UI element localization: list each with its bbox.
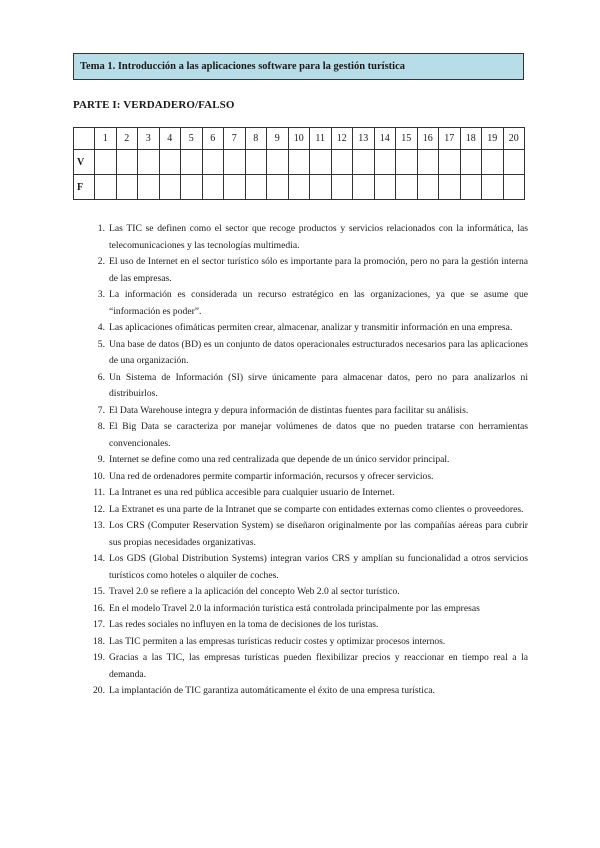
answer-cell-f[interactable] xyxy=(138,175,160,200)
question-text: El Big Data se caracteriza por manejar volúmenes de datos que no pueden tratarse con herramientas convencionales. xyxy=(109,421,528,449)
column-number: 2 xyxy=(116,128,138,150)
column-number: 18 xyxy=(460,128,482,150)
column-number: 7 xyxy=(224,128,246,150)
question-text: Las aplicaciones ofimáticas permiten crear, almacenar, analizar y transmitir información en una empresa. xyxy=(109,322,513,333)
answer-cell-f[interactable] xyxy=(267,175,289,200)
answer-cell-f[interactable] xyxy=(482,175,504,200)
answer-cell-v[interactable] xyxy=(482,150,504,175)
answer-cell-v[interactable] xyxy=(460,150,482,175)
column-number: 6 xyxy=(202,128,224,150)
topic-header xyxy=(73,53,524,80)
answer-cell-v[interactable] xyxy=(396,150,418,175)
question-item xyxy=(73,551,528,584)
column-number: 10 xyxy=(288,128,310,150)
question-text: La Intranet es una red pública accesible para cualquier usuario de Internet. xyxy=(109,487,395,498)
question-item xyxy=(73,683,528,700)
answer-cell-v[interactable] xyxy=(202,150,224,175)
question-item xyxy=(73,221,528,254)
answer-cell-f[interactable] xyxy=(396,175,418,200)
column-number: 20 xyxy=(503,128,525,150)
question-number: 2. xyxy=(97,256,105,267)
question-number: 6. xyxy=(97,371,105,383)
column-number: 14 xyxy=(374,128,396,150)
corner-cell xyxy=(74,128,95,150)
row-label-v: V xyxy=(74,150,95,175)
answer-cell-f[interactable] xyxy=(181,175,203,200)
answer-cell-f[interactable] xyxy=(310,175,332,200)
question-text: Las redes sociales no influyen en la toma de decisiones de los turistas. xyxy=(109,619,379,630)
question-number: 16. xyxy=(93,602,105,614)
row-label-f: F xyxy=(74,175,95,200)
answer-cell-v[interactable] xyxy=(503,150,525,175)
question-text: La información es considerada un recurso estratégico en las organizaciones, ya que se asume que “información es poder”. xyxy=(109,289,528,317)
answer-cell-f[interactable] xyxy=(288,175,310,200)
question-number: 12. xyxy=(93,503,105,515)
answer-cell-v[interactable] xyxy=(138,150,160,175)
section-title: PARTE I: VERDADERO/FALSO xyxy=(73,99,235,111)
question-item xyxy=(73,254,528,287)
question-text: Las TIC se definen como el sector que recoge productos y servicios relacionados con la informática, las telecomunicaciones y las tecnologías multimedia. xyxy=(109,223,528,251)
question-number: 20. xyxy=(93,685,105,696)
question-item xyxy=(73,502,528,519)
answer-grid xyxy=(73,127,525,200)
column-number: 12 xyxy=(331,128,353,150)
question-item xyxy=(73,601,528,618)
question-item xyxy=(73,634,528,651)
column-number: 19 xyxy=(482,128,504,150)
column-number: 8 xyxy=(245,128,267,150)
question-item xyxy=(73,287,528,320)
answer-cell-v[interactable] xyxy=(116,150,138,175)
column-number: 4 xyxy=(159,128,181,150)
column-number: 13 xyxy=(353,128,375,150)
question-item xyxy=(73,617,528,634)
topic-title: Tema 1. Introducción a las aplicaciones software para la gestión turística xyxy=(80,61,406,72)
question-list xyxy=(73,221,528,700)
answer-cell-v[interactable] xyxy=(267,150,289,175)
question-text: Una base de datos (BD) es un conjunto de datos operacionales estructurados necesarios para las aplicaciones de una organización. xyxy=(109,338,528,366)
question-item xyxy=(73,452,528,469)
answer-cell-f[interactable] xyxy=(460,175,482,200)
question-number: 18. xyxy=(93,635,105,647)
answer-cell-v[interactable] xyxy=(439,150,461,175)
question-number: 17. xyxy=(93,619,105,630)
answer-cell-f[interactable] xyxy=(353,175,375,200)
answer-grid-number-row xyxy=(74,128,525,150)
answer-cell-v[interactable] xyxy=(245,150,267,175)
question-text: Una red de ordenadores permite compartir información, recursos y ofrecer servicios. xyxy=(109,470,434,482)
answer-cell-f[interactable] xyxy=(417,175,439,200)
question-item xyxy=(73,320,528,337)
column-number: 17 xyxy=(439,128,461,150)
question-number: 19. xyxy=(93,652,105,663)
question-number: 8. xyxy=(97,421,105,432)
question-number: 10. xyxy=(93,470,105,482)
answer-cell-f[interactable] xyxy=(374,175,396,200)
column-number: 1 xyxy=(95,128,117,150)
column-number: 3 xyxy=(138,128,160,150)
answer-cell-v[interactable] xyxy=(288,150,310,175)
question-item xyxy=(73,337,528,370)
answer-cell-v[interactable] xyxy=(374,150,396,175)
column-number: 16 xyxy=(417,128,439,150)
answer-cell-f[interactable] xyxy=(159,175,181,200)
answer-cell-v[interactable] xyxy=(331,150,353,175)
answer-cell-v[interactable] xyxy=(224,150,246,175)
answer-cell-f[interactable] xyxy=(202,175,224,200)
question-number: 13. xyxy=(93,520,105,531)
question-number: 1. xyxy=(97,223,105,234)
question-text: En el modelo Travel 2.0 la información turística está controlada principalmente por las empresas xyxy=(109,602,480,614)
answer-grid-row-f xyxy=(74,175,525,200)
column-number: 15 xyxy=(396,128,418,150)
question-text: Los CRS (Computer Reservation System) se diseñaron originalmente por las compañías aéreas para cubrir sus propias necesidades organizativas. xyxy=(109,520,528,548)
column-number: 9 xyxy=(267,128,289,150)
question-number: 7. xyxy=(97,404,105,416)
question-item xyxy=(73,650,528,683)
answer-cell-v[interactable] xyxy=(353,150,375,175)
column-number: 5 xyxy=(181,128,203,150)
answer-cell-v[interactable] xyxy=(159,150,181,175)
question-text: Las TIC permiten a las empresas turísticas reducir costes y optimizar procesos internos. xyxy=(109,635,446,647)
question-number: 11. xyxy=(93,487,105,498)
question-item xyxy=(73,469,528,486)
answer-cell-f[interactable] xyxy=(95,175,117,200)
answer-cell-v[interactable] xyxy=(310,150,332,175)
question-text: La implantación de TIC garantiza automáticamente el éxito de una empresa turística. xyxy=(109,685,435,696)
question-text: Un Sistema de Información (SI) sirve únicamente para almacenar datos, pero no para analizarlos ni distribuirlos. xyxy=(109,371,528,399)
question-text: Gracias a las TIC, las empresas turísticas pueden flexibilizar precios y reaccionar en tiempo real a la demanda. xyxy=(109,652,528,680)
question-number: 3. xyxy=(97,289,105,300)
answer-cell-v[interactable] xyxy=(417,150,439,175)
question-number: 4. xyxy=(97,322,105,333)
question-item xyxy=(73,370,528,403)
question-text: Internet se define como una red centralizada que depende de un único servidor principal. xyxy=(109,454,450,465)
question-item xyxy=(73,419,528,452)
question-number: 14. xyxy=(93,553,105,564)
answer-cell-f[interactable] xyxy=(503,175,525,200)
answer-cell-f[interactable] xyxy=(439,175,461,200)
question-text: La Extranet es una parte de la Intranet que se comparte con entidades externas como clientes o proveedores. xyxy=(109,503,524,515)
question-number: 15. xyxy=(93,586,105,597)
answer-cell-f[interactable] xyxy=(224,175,246,200)
answer-cell-f[interactable] xyxy=(331,175,353,200)
answer-grid-row-v xyxy=(74,150,525,175)
answer-cell-v[interactable] xyxy=(95,150,117,175)
answer-cell-f[interactable] xyxy=(116,175,138,200)
question-text: Travel 2.0 se refiere a la aplicación del concepto Web 2.0 al sector turístico. xyxy=(109,586,400,597)
question-text: El uso de Internet en el sector turístico sólo es importante para la promoción, pero no para la gestión interna de las empresas. xyxy=(109,256,528,284)
question-item xyxy=(73,485,528,502)
column-number: 11 xyxy=(310,128,332,150)
question-number: 5. xyxy=(97,338,105,350)
answer-cell-f[interactable] xyxy=(245,175,267,200)
question-item xyxy=(73,403,528,420)
question-text: Los GDS (Global Distribution Systems) integran varios CRS y amplían su funcionalidad a otros servicios turísticos como hoteles o alquiler de coches. xyxy=(109,553,528,581)
question-item xyxy=(73,518,528,551)
question-text: El Data Warehouse integra y depura información de distintas fuentes para facilitar su análisis. xyxy=(109,404,469,416)
question-item xyxy=(73,584,528,601)
question-number: 9. xyxy=(97,454,105,465)
answer-cell-v[interactable] xyxy=(181,150,203,175)
